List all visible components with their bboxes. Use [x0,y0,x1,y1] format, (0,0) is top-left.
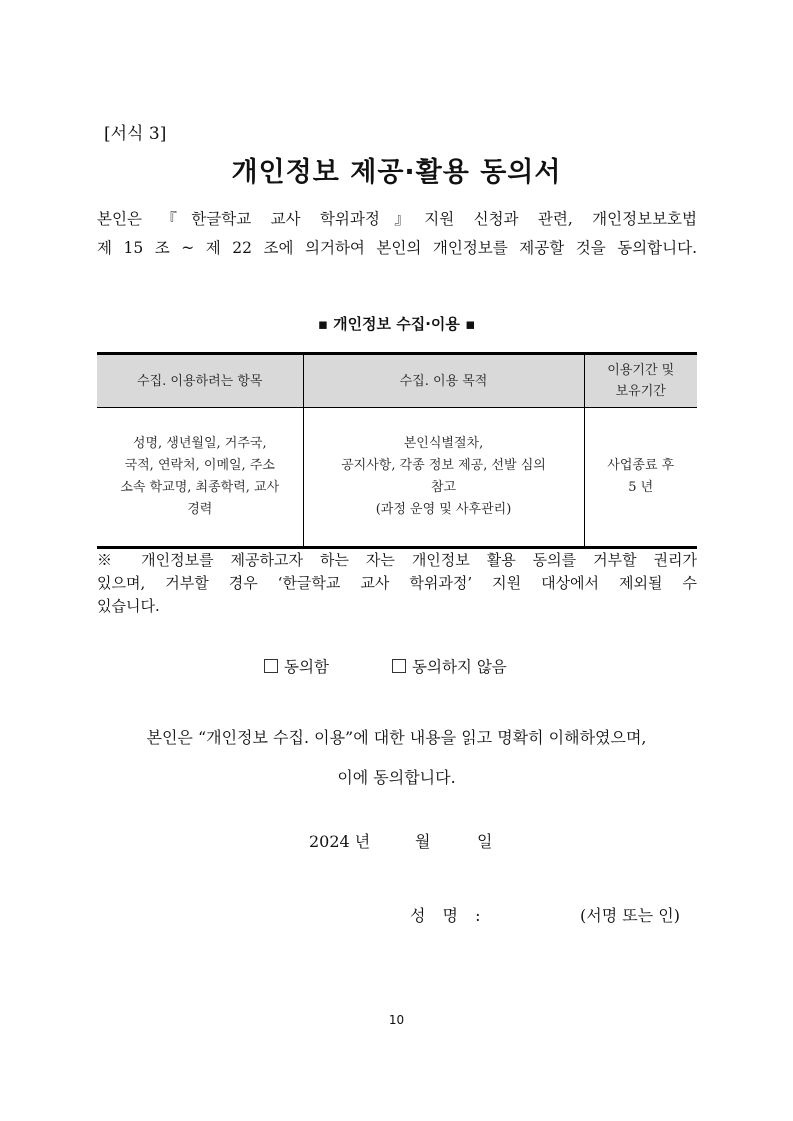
date-year: 2024 년 [309,832,371,851]
table-header-row [97,354,697,408]
cell-line: 국적, 연락처, 이메일, 주소 [124,458,275,473]
disagree-option[interactable] [392,655,507,677]
info-table [97,352,697,549]
notice-line: 있습니다. [97,597,160,615]
document-title: 개인정보 제공·활용 동의서 [231,157,562,188]
header-period-line: 이용기간 및 [607,363,675,378]
header-period-line: 보유기간 [615,384,666,399]
cell-line: 경력 [187,502,213,517]
signature-note: (서명 또는 인) [580,906,680,925]
intro-paragraph [97,205,697,263]
disagree-label: 동의하지 않음 [412,658,507,676]
agree-option[interactable] [264,655,329,677]
signature-name-label: 성 명 : [410,906,487,925]
header-purpose: 수집. 이용 목적 [303,354,584,408]
consent-statement [0,718,793,798]
agree-label: 동의함 [284,658,329,676]
cell-period [584,408,697,548]
statement-line: 이에 동의합니다. [337,768,456,787]
cell-line: (과정 운영 및 사후관리) [375,502,512,517]
refusal-notice [97,549,697,618]
cell-items [97,408,303,548]
page-number: 10 [388,1013,405,1027]
statement-line: 본인은 “개인정보 수집. 이용”에 대한 내용을 읽고 명확히 이해하였으며, [146,728,647,747]
date-month: 월 [415,832,431,851]
cell-purpose [303,408,584,548]
cell-line: 성명, 생년월일, 거주국, [132,436,267,451]
cell-line: 본인식별절차, [403,436,484,451]
agree-checkbox[interactable] [264,659,278,673]
cell-line: 참고 [430,480,457,495]
header-period [584,354,697,408]
cell-line: 사업종료 후 [607,458,675,473]
cell-line: 공지사항, 각종 정보 제공, 선발 심의 [341,458,546,473]
notice-line: 있으며, 거부할 경우 ‘한글학교 교사 학위과정’ 지원 대상에서 제외될 수 [97,574,697,592]
intro-line: 본인은 『한글학교 교사 학위과정』지원 신청과 관련, 개인정보보호법 [97,210,697,228]
table-row [97,408,697,548]
cell-line: 5 년 [628,480,654,495]
cell-line: 소속 학교명, 최종학력, 교사 [120,480,280,495]
form-label: [서식 3] [104,124,167,144]
intro-line: 제 15 조 ~ 제 22 조에 의거하여 본인의 개인정보를 제공할 것을 동의합니다. [97,239,697,257]
section-title: ▪ 개인정보 수집·이용 ▪ [317,315,476,333]
disagree-checkbox[interactable] [392,659,406,673]
header-items: 수집. 이용하려는 항목 [97,354,303,408]
notice-line: ※ 개인정보를 제공하고자 하는 자는 개인정보 활용 동의를 거부할 권리가 [97,551,697,569]
date-day: 일 [477,832,493,851]
